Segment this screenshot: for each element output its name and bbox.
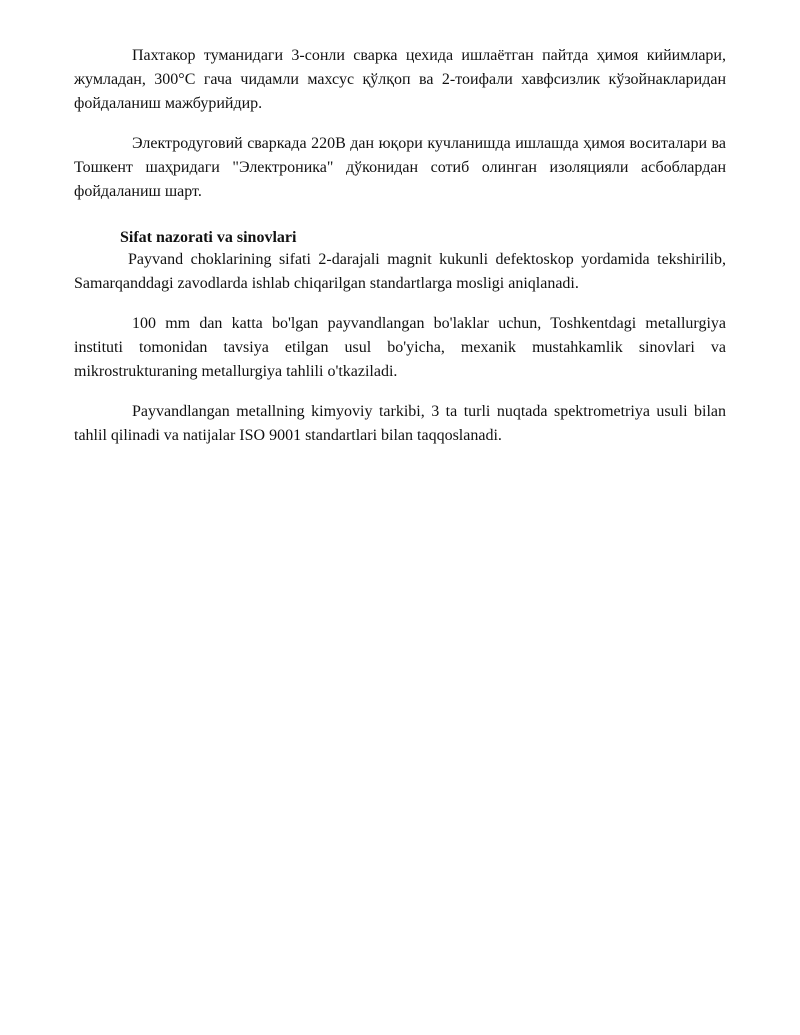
paragraph-electric-arc-welding: Электродуговий сваркада 220В дан юқори кучланишда ишлашда ҳимоя воситалари ва Тошкент шаҳридаги "Электроника" дўконидан сотиб олинган изоляцияли асбоблардан фойдаланиш шарт. (74, 135, 726, 200)
document-page (74, 44, 726, 448)
paragraph-mechanical-tests: 100 mm dan katta bo'lgan payvandlangan bo'laklar uchun, Toshkentdagi metallurgiya instituti tomonidan tavsiya etilgan usul bo'yicha, mexanik mustahkamlik sinovlari va mikrostrukturaning metallurgiya tahlili o'tkaziladi. (74, 315, 726, 380)
section-heading: Sifat nazorati va sinovlari (120, 229, 297, 246)
paragraph-protective-clothing: Пахтакор туманидаги 3-сонли сварка цехида ишлаётган пайтда ҳимоя кийимлари, жумладан, 300°C гача чидамли махсус қўлқоп ва 2-тоифали хавфсизлик кўзойнакларидан фойдаланиш мажбурийдир. (74, 47, 726, 112)
paragraph-weld-quality: Payvand choklarining sifati 2-darajali magnit kukunli defektoskop yordamida tekshirilib, Samarqanddagi zavodlarda ishlab chiqarilgan standartlarga mosligi aniqlanadi. (74, 251, 726, 292)
paragraph-chemical-analysis: Payvandlangan metallning kimyoviy tarkibi, 3 ta turli nuqtada spektrometriya usuli bilan tahlil qilinadi va natijalar ISO 9001 standartlari bilan taqqoslanadi. (74, 403, 726, 444)
